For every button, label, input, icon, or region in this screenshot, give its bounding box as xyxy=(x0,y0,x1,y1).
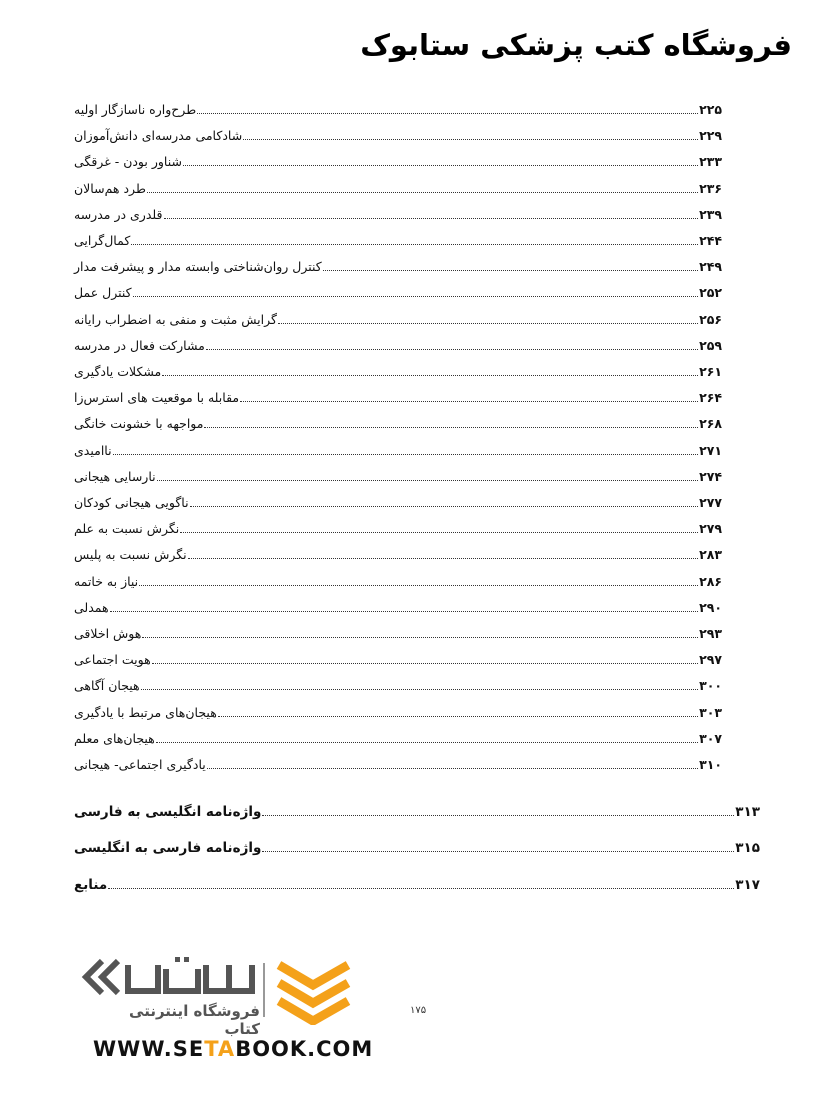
toc-entry-page: ۲۲۹ xyxy=(699,128,722,144)
toc-leader xyxy=(142,637,698,638)
toc-leader xyxy=(278,323,698,324)
toc-entry[interactable] xyxy=(72,255,722,275)
logo-subtitle: فروشگاه اینترنتی کتاب xyxy=(129,1002,260,1038)
toc-entry-title: کمال‌گرایی xyxy=(74,233,131,248)
toc-leader xyxy=(147,192,698,193)
toc-entry-title: مشارکت فعال در مدرسه xyxy=(74,337,205,353)
website-prefix: WWW.SE xyxy=(93,1037,205,1061)
toc-entry[interactable] xyxy=(72,439,722,459)
toc-entry-title: شادکامی مدرسه‌ای دانش‌آموزان xyxy=(74,128,243,144)
toc-entry[interactable] xyxy=(72,622,722,642)
toc-leader xyxy=(262,851,734,852)
toc-entry-title: ناامیدی xyxy=(74,442,112,458)
toc-leader xyxy=(133,296,699,297)
toc-entry-page: ۳۰۷ xyxy=(699,730,722,746)
toc-entry-page: ۲۹۷ xyxy=(699,652,722,668)
toc-leader xyxy=(240,401,698,402)
toc-main-entry[interactable] xyxy=(72,800,760,820)
toc-leader xyxy=(183,165,698,166)
toc-leader xyxy=(152,663,698,664)
toc-entry-page: ۲۷۴ xyxy=(699,468,722,484)
toc-entry-page: ۲۳۳ xyxy=(699,154,722,170)
toc-entry[interactable] xyxy=(72,570,722,590)
toc-entry[interactable] xyxy=(72,360,722,380)
toc-entry-title: کنترل عمل xyxy=(74,285,132,301)
toc-entry-title: یادگیری اجتماعی- هیجانی xyxy=(74,757,206,772)
toc-leader xyxy=(190,506,699,507)
toc-entry-title: هیجان آگاهی xyxy=(74,678,140,694)
toc-entry[interactable] xyxy=(72,701,722,721)
toc-entry-page: ۲۶۱ xyxy=(699,364,722,379)
toc-entry-title: نگرش نسبت به علم xyxy=(74,521,180,537)
toc-leader xyxy=(110,611,699,612)
logo-wordmark-icon xyxy=(80,955,260,1005)
website-accent: TA xyxy=(204,1037,236,1061)
toc-entry-title: گرایش مثبت و منفی به اضطراب رایانه xyxy=(74,311,277,327)
page-number: ۱۷۵ xyxy=(410,1005,427,1016)
toc-entry[interactable] xyxy=(72,308,722,328)
toc-entry-page: ۲۵۶ xyxy=(699,311,722,327)
toc-entry[interactable] xyxy=(72,543,722,563)
toc-entry-page: ۲۳۹ xyxy=(699,206,722,222)
toc-entry[interactable] xyxy=(72,150,722,170)
toc-entry-page: ۲۴۹ xyxy=(699,259,722,275)
toc-entry-title: نگرش نسبت به پلیس xyxy=(74,547,187,563)
toc-leader xyxy=(108,888,734,889)
toc-entry-title: مواجهه با خشونت خانگی xyxy=(74,416,204,432)
page-header: فروشگاه کتب پزشکی ستابوک xyxy=(360,28,792,62)
toc-entry[interactable] xyxy=(72,98,722,118)
toc-entry-page: ۲۷۹ xyxy=(699,521,722,537)
toc-leader xyxy=(162,375,698,376)
toc-entry-page: ۲۷۱ xyxy=(699,442,722,458)
toc-entry[interactable] xyxy=(72,281,722,301)
toc-entry-title: هویت اجتماعی xyxy=(74,652,151,668)
toc-main-entry[interactable] xyxy=(72,836,760,856)
toc-entry-page: ۲۴۴ xyxy=(699,233,722,248)
website-suffix: BOOK.COM xyxy=(235,1037,374,1061)
toc-entry-title: شناور بودن - غرقگی xyxy=(74,154,182,170)
toc-entry[interactable] xyxy=(72,727,722,747)
toc-entry-page: ۲۹۳ xyxy=(699,626,722,641)
toc-entry[interactable] xyxy=(72,177,722,197)
toc-entry-page: ۲۹۰ xyxy=(699,599,722,615)
toc-leader xyxy=(113,454,699,455)
toc-entry-page: ۳۰۰ xyxy=(699,678,722,694)
toc-leader xyxy=(141,689,698,690)
toc-entry-title: طرح‌واره ناسازگار اولیه xyxy=(74,102,197,117)
toc-entry-title: هیجان‌های معلم xyxy=(74,730,155,746)
toc-main-entry[interactable] xyxy=(72,873,760,893)
toc-entry-page: ۳۰۳ xyxy=(699,704,722,720)
toc-entry-page: ۳۱۰ xyxy=(699,757,722,772)
toc-entry[interactable] xyxy=(72,124,722,144)
toc-leader xyxy=(164,218,699,219)
toc-leader xyxy=(131,244,698,245)
toc-main-entry-title: واژه‌نامه فارسی به انگلیسی xyxy=(74,840,262,856)
toc-leader xyxy=(323,270,698,271)
toc-entry-title: طرد هم‌سالان xyxy=(74,180,146,196)
setabook-logo xyxy=(80,955,352,1038)
toc-entry-page: ۲۲۵ xyxy=(699,102,722,117)
logo-wordmark xyxy=(80,955,260,1038)
toc-leader xyxy=(218,716,698,717)
toc-entry-title: نیاز به خاتمه xyxy=(74,573,139,589)
toc-main-entry-page: ۳۱۳ xyxy=(735,804,760,820)
toc-leader xyxy=(197,113,698,114)
toc-entry-title: همدلی xyxy=(74,599,109,615)
toc-entry[interactable] xyxy=(72,753,722,773)
toc-entry[interactable] xyxy=(72,412,722,432)
toc-entry[interactable] xyxy=(72,648,722,668)
toc-entry-title: ناگویی هیجانی کودکان xyxy=(74,495,189,510)
toc-entry-title: مقابله با موقعیت های استرس‌زا xyxy=(74,390,240,406)
toc-leader xyxy=(262,815,734,816)
toc-entry-page: ۲۸۶ xyxy=(699,573,722,589)
toc-entry-title: قلدری در مدرسه xyxy=(74,206,163,222)
toc-main-entry-title: منابع xyxy=(74,877,108,893)
toc-leader xyxy=(139,585,698,586)
toc-leader xyxy=(156,742,698,743)
toc-entry[interactable] xyxy=(72,229,722,249)
toc-entry-title: کنترل روان‌شناختی وابسته مدار و پیشرفت مدار xyxy=(74,259,322,275)
toc-entry-page: ۲۵۹ xyxy=(699,337,722,353)
toc-entry-page: ۲۶۴ xyxy=(699,390,722,406)
toc-entry-page: ۲۷۷ xyxy=(699,495,722,510)
logo-divider xyxy=(263,963,265,1017)
book-chevron-icon xyxy=(275,955,352,1025)
toc-main-entry-page: ۳۱۵ xyxy=(735,840,760,856)
toc-entry[interactable] xyxy=(72,491,722,511)
toc-entry-title: نارسایی هیجانی xyxy=(74,468,156,484)
toc-entry[interactable] xyxy=(72,465,722,485)
toc-main-entry-page: ۳۱۷ xyxy=(735,877,760,893)
toc-entry[interactable] xyxy=(72,596,722,616)
toc-entry[interactable] xyxy=(72,203,722,223)
toc-leader xyxy=(157,480,698,481)
toc-entry-page: ۲۸۳ xyxy=(699,547,722,563)
toc-entry[interactable] xyxy=(72,517,722,537)
toc-main-entry-title: واژه‌نامه انگلیسی به فارسی xyxy=(74,804,262,820)
toc-entry-title: هوش اخلاقی xyxy=(74,626,142,641)
toc-entry[interactable] xyxy=(72,334,722,354)
toc-entry[interactable] xyxy=(72,674,722,694)
toc-entry-title: هیجان‌های مرتبط با یادگیری xyxy=(74,704,217,720)
toc-entry-page: ۲۵۲ xyxy=(699,285,722,301)
toc-leader xyxy=(180,532,698,533)
toc-leader xyxy=(207,768,698,769)
toc-leader xyxy=(204,427,698,428)
toc-entry-page: ۲۶۸ xyxy=(699,416,722,432)
toc-leader xyxy=(206,349,698,350)
toc-entry-page: ۲۳۶ xyxy=(699,180,722,196)
toc-entry[interactable] xyxy=(72,386,722,406)
toc-entry-title: مشکلات یادگیری xyxy=(74,364,162,379)
toc-leader xyxy=(188,558,698,559)
toc-leader xyxy=(243,139,698,140)
website-url[interactable] xyxy=(93,1037,373,1061)
